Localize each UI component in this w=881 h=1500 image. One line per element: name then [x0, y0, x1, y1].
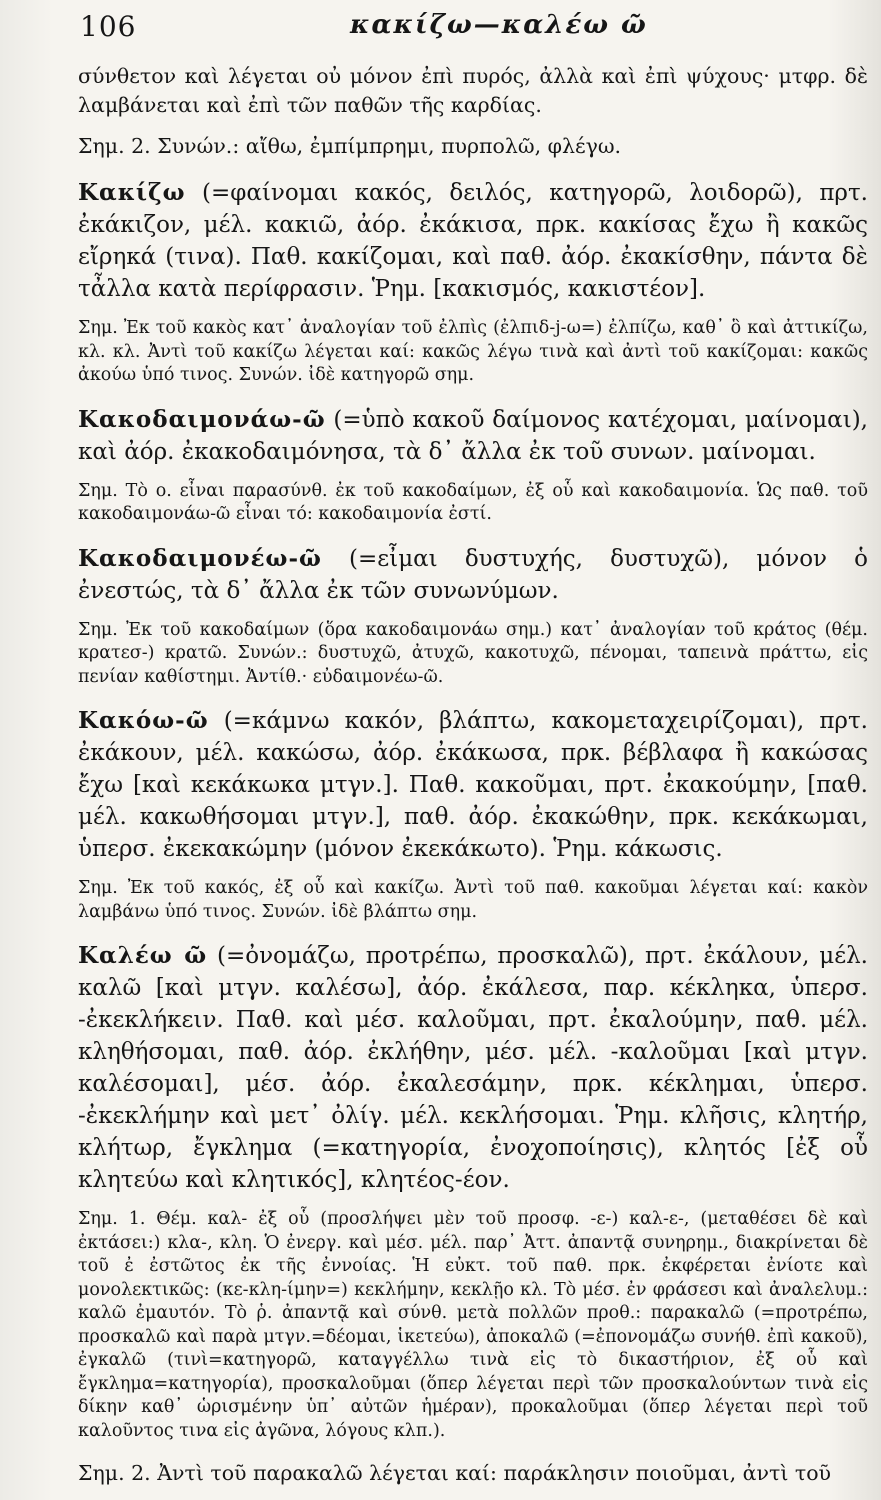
final-note: Σημ. 2. Ἀντὶ τοῦ παρακαλῶ λέγεται καί: παράκλησιν ποιοῦμαι, ἀντὶ τοῦ — [78, 1461, 832, 1485]
entry-headword: Κακοδαιμονέω-ῶ — [78, 544, 322, 572]
entry-body: (=φαίνομαι κακός, δειλός, κατηγορῶ, λοιδορῶ), πρτ. ἐκάκιζον, μέλ. κακιῶ, ἀόρ. ἐκάκισα, πρκ. κακίσας ἔχω ἢ κακῶς εἴρηκά (τινα). Παθ. κακίζομαι, καὶ παθ. ἀόρ. ἐκακίσθην, πάντα δὲ τἆλλα κατὰ περίφρασιν. Ῥημ. [κακισμός, κακιστέον]. — [78, 180, 868, 302]
entry-headword: Κακοδαιμονάω-ῶ — [78, 405, 326, 433]
entry-body: (=ὀνομάζω, προτρέπω, προσκαλῶ), πρτ. ἐκάλουν, μέλ. καλῶ [καὶ μτγν. καλέσω], ἀόρ. ἐκάλεσα, παρ. κέκληκα, ὑπερσ. -ἐκεκλήκειν. Παθ. καὶ μέσ. καλοῦμαι, πρτ. ἐκαλούμην, παθ. μέλ. κληθήσομαι, παθ. ἀόρ. ἐκλήθην, μέσ. μέλ. -καλοῦμαι [καὶ μτγν. καλέσομαι], μέσ. ἀόρ. ἐκαλεσάμην, πρκ. κέκλημαι, ὑπερσ. -ἐκεκλήμην καὶ μετ᾿ ὀλίγ. μέλ. κεκλήσομαι. Ῥημ. κλῆσις, κλητήρ, κλήτωρ, ἔγκλημα (=κατηγορία, ἐνοχοποίησις), κλητός [ἐξ οὗ κλητεύω καὶ κλητικός], κλητέος-έον. — [78, 943, 868, 1193]
entry-kakizo — [78, 177, 868, 305]
running-head: κακίζω—καλέω ῶ — [350, 10, 648, 40]
page-body — [78, 62, 868, 1488]
entry-note: Σημ. Τὸ ο. εἶναι παρασύνθ. ἐκ τοῦ κακοδαίμων, ἐξ οὗ καὶ κακοδαιμονία. Ὡς παθ. τοῦ κακοδαιμονάω-ῶ εἶναι τό: κακοδαιμονία ἐστί. — [78, 480, 868, 524]
entry-kaleo — [78, 940, 868, 1196]
entry-note: Σημ. Ἐκ τοῦ κακός, ἐξ οὗ καὶ κακίζω. Ἀντὶ τοῦ παθ. κακοῦμαι λέγεται καί: κακὸν λαμβάνω ὑπό τινος. Συνών. ἰδὲ βλάπτω σημ. — [78, 878, 868, 922]
continuation-paragraph: σύνθετον καὶ λέγεται οὐ μόνον ἐπὶ πυρός, ἀλλὰ καὶ ἐπὶ ψύχους· μτφρ. δὲ λαμβάνεται καὶ ἐπὶ τῶν παθῶν τῆς καρδίας. — [78, 64, 868, 117]
page-number: 106 — [80, 10, 137, 43]
entry-note: Σημ. Ἐκ τοῦ κακοδαίμων (ὅρα κακοδαιμονάω σημ.) κατ᾿ ἀναλογίαν τοῦ κράτος (θέμ. κρατεσ-) κρατῶ. Συνών.: δυστυχῶ, ἀτυχῶ, κακοτυχῶ, πένομαι, ταπεινὰ πράττω, εἰς πενίαν καθίστημι. Ἀντίθ.· εὐδαιμονέω-ῶ. — [78, 619, 868, 687]
entry-kakodaimoneo — [78, 543, 868, 607]
entry-headword: Κακίζω — [78, 179, 186, 206]
entry-kakoo — [78, 705, 868, 865]
entry-note: Σημ. 1. Θέμ. καλ- ἐξ οὗ (προσλήψει μὲν τοῦ προσφ. -ε-) καλ-ε-, (μεταθέσει δὲ καὶ ἐκτάσει:) κλα-, κλη. Ὁ ἐνεργ. καὶ μέσ. μέλ. παρ᾿ Ἀττ. ἀπαντᾷ συνηρημ., διακρίνεται δὲ τοῦ ἐ ἐστῶτος ἐκ τῆς ἐννοίας. Ἡ εὐκτ. τοῦ παθ. πρκ. ἐκφέρεται ἐνίοτε καὶ μονολεκτικῶς: (κε-κλη-ίμην=) κεκλήμην, κεκλῇο κλ. Τὸ μέσ. ἐν φράσεσι καὶ ἀναλελυμ.: καλῶ ἐμαυτόν. Τὸ ῥ. ἀπαντᾷ καὶ σύνθ. μετὰ πολλῶν προθ.: παρακαλῶ (=προτρέπω, προσκαλῶ καὶ παρὰ μτγν.=δέομαι, ἱκετεύω), ἀποκαλῶ (=ἐπονομάζω συνήθ. ἐπὶ κακοῦ), ἐγκαλῶ (τινὶ=κατηγορῶ, καταγγέλλω τινὰ εἰς τὸ δικαστήριον, ἐξ οὗ καὶ ἔγκλημα=κατηγορία), προσκαλοῦμαι (ὅπερ λέγεται περὶ τῶν προσκαλούντων τινὰ εἰς δίκην καθ᾿ ὡρισμένην ὑπ᾿ αὐτῶν ἡμέραν), προκαλοῦμαι (ὅπερ λέγεται περὶ τοῦ καλοῦντος τινα εἰς ἀγῶνα, λόγους κλπ.). — [78, 1209, 868, 1441]
entry-body: (=κάμνω κακόν, βλάπτω, κακομεταχειρίζομαι), πρτ. ἐκάκουν, μέλ. κακώσω, ἀόρ. ἐκάκωσα, πρκ. βέβλαφα ἢ κακώσας ἔχω [καὶ κεκάκωκα μτγν.]. Παθ. κακοῦμαι, πρτ. ἐκακούμην, [παθ. μέλ. κακωθήσομαι μτγν.], παθ. ἀόρ. ἐκακώθην, πρκ. κεκάκωμαι, ὑπερσ. ἐκεκακώμην (μόνον ἐκεκάκωτο). Ῥημ. κάκωσις. — [78, 708, 868, 862]
entry-body: (=ὑπὸ κακοῦ δαίμονος κατέχομαι, μαίνομαι), καὶ ἀόρ. ἐκακοδαιμόνησα, τὰ δ᾿ ἄλλα ἐκ τοῦ συνων. μαίνομαι. — [78, 406, 868, 465]
entry-note: Σημ. Ἐκ τοῦ κακὸς κατ᾿ ἀναλογίαν τοῦ ἐλπὶς (ἐλπιδ-j-ω=) ἐλπίζω, καθ᾿ ὃ καὶ ἀττικίζω, κλ. κλ. Ἀντὶ τοῦ κακίζω λέγεται καί: κακῶς λέγω τινὰ καὶ ἀντὶ τοῦ κακίζομαι: κακῶς ἀκούω ὑπό τινος. Συνών. ἰδὲ κατηγορῶ σημ. — [78, 318, 868, 385]
page-header — [80, 10, 851, 50]
entry-body: (=εἶμαι δυστυχής, δυστυχῶ), μόνον ὁ ἐνεστώς, τὰ δ᾿ ἄλλα ἐκ τῶν συνωνύμων. — [78, 545, 868, 604]
synonym-note: Σημ. 2. Συνών.: αἴθω, ἐμπίμπρημι, πυρπολῶ, φλέγω. — [78, 134, 622, 158]
entry-kakodaimonao — [78, 404, 868, 468]
entry-headword: Κακόω-ῶ — [78, 707, 209, 734]
entry-headword: Καλέω ῶ — [78, 942, 208, 969]
